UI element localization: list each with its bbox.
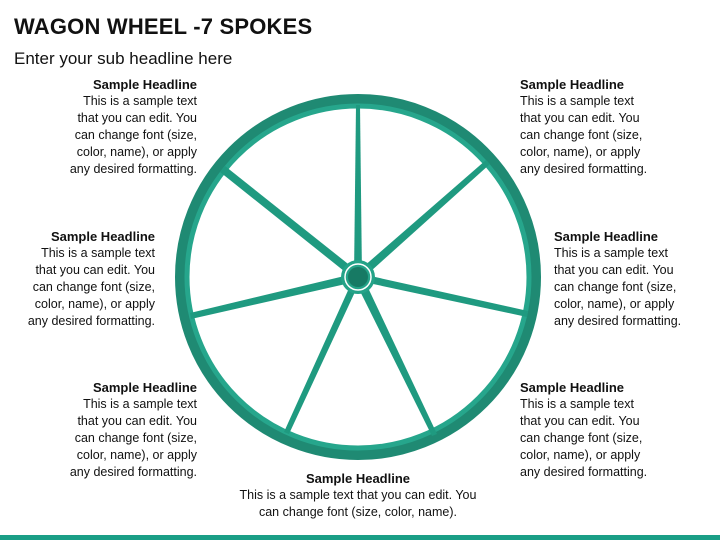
block-text-line: can change font (size,	[74, 128, 197, 142]
block-headline: Sample Headline	[50, 229, 155, 244]
wheel-hub-center	[348, 267, 368, 287]
block-text-line: can change font (size,	[520, 431, 643, 445]
block-text-line: color, name), or apply	[554, 297, 675, 311]
text-block-top-left	[0, 76, 197, 178]
block-headline: Sample Headline	[92, 380, 197, 395]
block-text-line: This is a sample text	[520, 397, 634, 411]
slide-subtitle: Enter your sub headline here	[14, 49, 233, 68]
block-text-line: any desired formatting.	[69, 465, 197, 479]
block-text-line: This is a sample text	[520, 94, 634, 108]
block-text-line: can change font (size,	[554, 280, 677, 294]
block-text-line: that you can edit. You	[554, 263, 674, 277]
block-text-line: any desired formatting.	[554, 314, 682, 328]
block-headline: Sample Headline	[554, 229, 659, 244]
text-block-middle-left	[0, 228, 155, 330]
slide-title: WAGON WHEEL -7 SPOKES	[14, 14, 313, 39]
text-block-middle-right	[554, 228, 720, 330]
spoke-4	[354, 275, 437, 436]
block-text-line: can change font (size, color, name).	[258, 505, 458, 519]
spoke-1	[354, 105, 362, 277]
spoke-5	[284, 275, 361, 434]
text-block-bottom-right	[520, 379, 720, 481]
block-headline: Sample Headline	[305, 471, 411, 486]
block-text-line: color, name), or apply	[76, 448, 197, 462]
text-block-bottom-center	[218, 470, 498, 521]
spoke-2	[355, 160, 490, 280]
block-text-line: that you can edit. You	[35, 263, 155, 277]
block-text-line: color, name), or apply	[520, 448, 641, 462]
block-text-line: that you can edit. You	[77, 414, 197, 428]
block-text-line: This is a sample text	[83, 397, 197, 411]
block-text-line: any desired formatting.	[520, 465, 648, 479]
block-text-line: This is a sample text that you can edit. You	[239, 488, 477, 502]
block-text-line: This is a sample text	[83, 94, 197, 108]
text-block-top-right	[520, 76, 720, 178]
block-text-line: that you can edit. You	[520, 111, 640, 125]
bottom-accent-bar	[0, 535, 720, 540]
block-text-line: This is a sample text	[41, 246, 155, 260]
block-headline: Sample Headline	[92, 77, 197, 92]
block-text-line: any desired formatting.	[69, 162, 197, 176]
block-text-line: can change font (size,	[520, 128, 643, 142]
block-text-line: color, name), or apply	[520, 145, 641, 159]
block-text-line: color, name), or apply	[76, 145, 197, 159]
block-text-line: color, name), or apply	[34, 297, 155, 311]
block-text-line: any desired formatting.	[520, 162, 648, 176]
block-text-line: that you can edit. You	[77, 111, 197, 125]
spoke-3	[357, 273, 528, 317]
spoke-6	[190, 273, 359, 319]
block-text-line: any desired formatting.	[27, 314, 155, 328]
block-text-line: that you can edit. You	[520, 414, 640, 428]
text-block-bottom-left	[0, 379, 197, 481]
spoke-7	[220, 166, 362, 279]
block-text-line: This is a sample text	[554, 246, 668, 260]
block-headline: Sample Headline	[520, 77, 625, 92]
block-text-line: can change font (size,	[32, 280, 155, 294]
block-text-line: can change font (size,	[74, 431, 197, 445]
block-headline: Sample Headline	[520, 380, 625, 395]
